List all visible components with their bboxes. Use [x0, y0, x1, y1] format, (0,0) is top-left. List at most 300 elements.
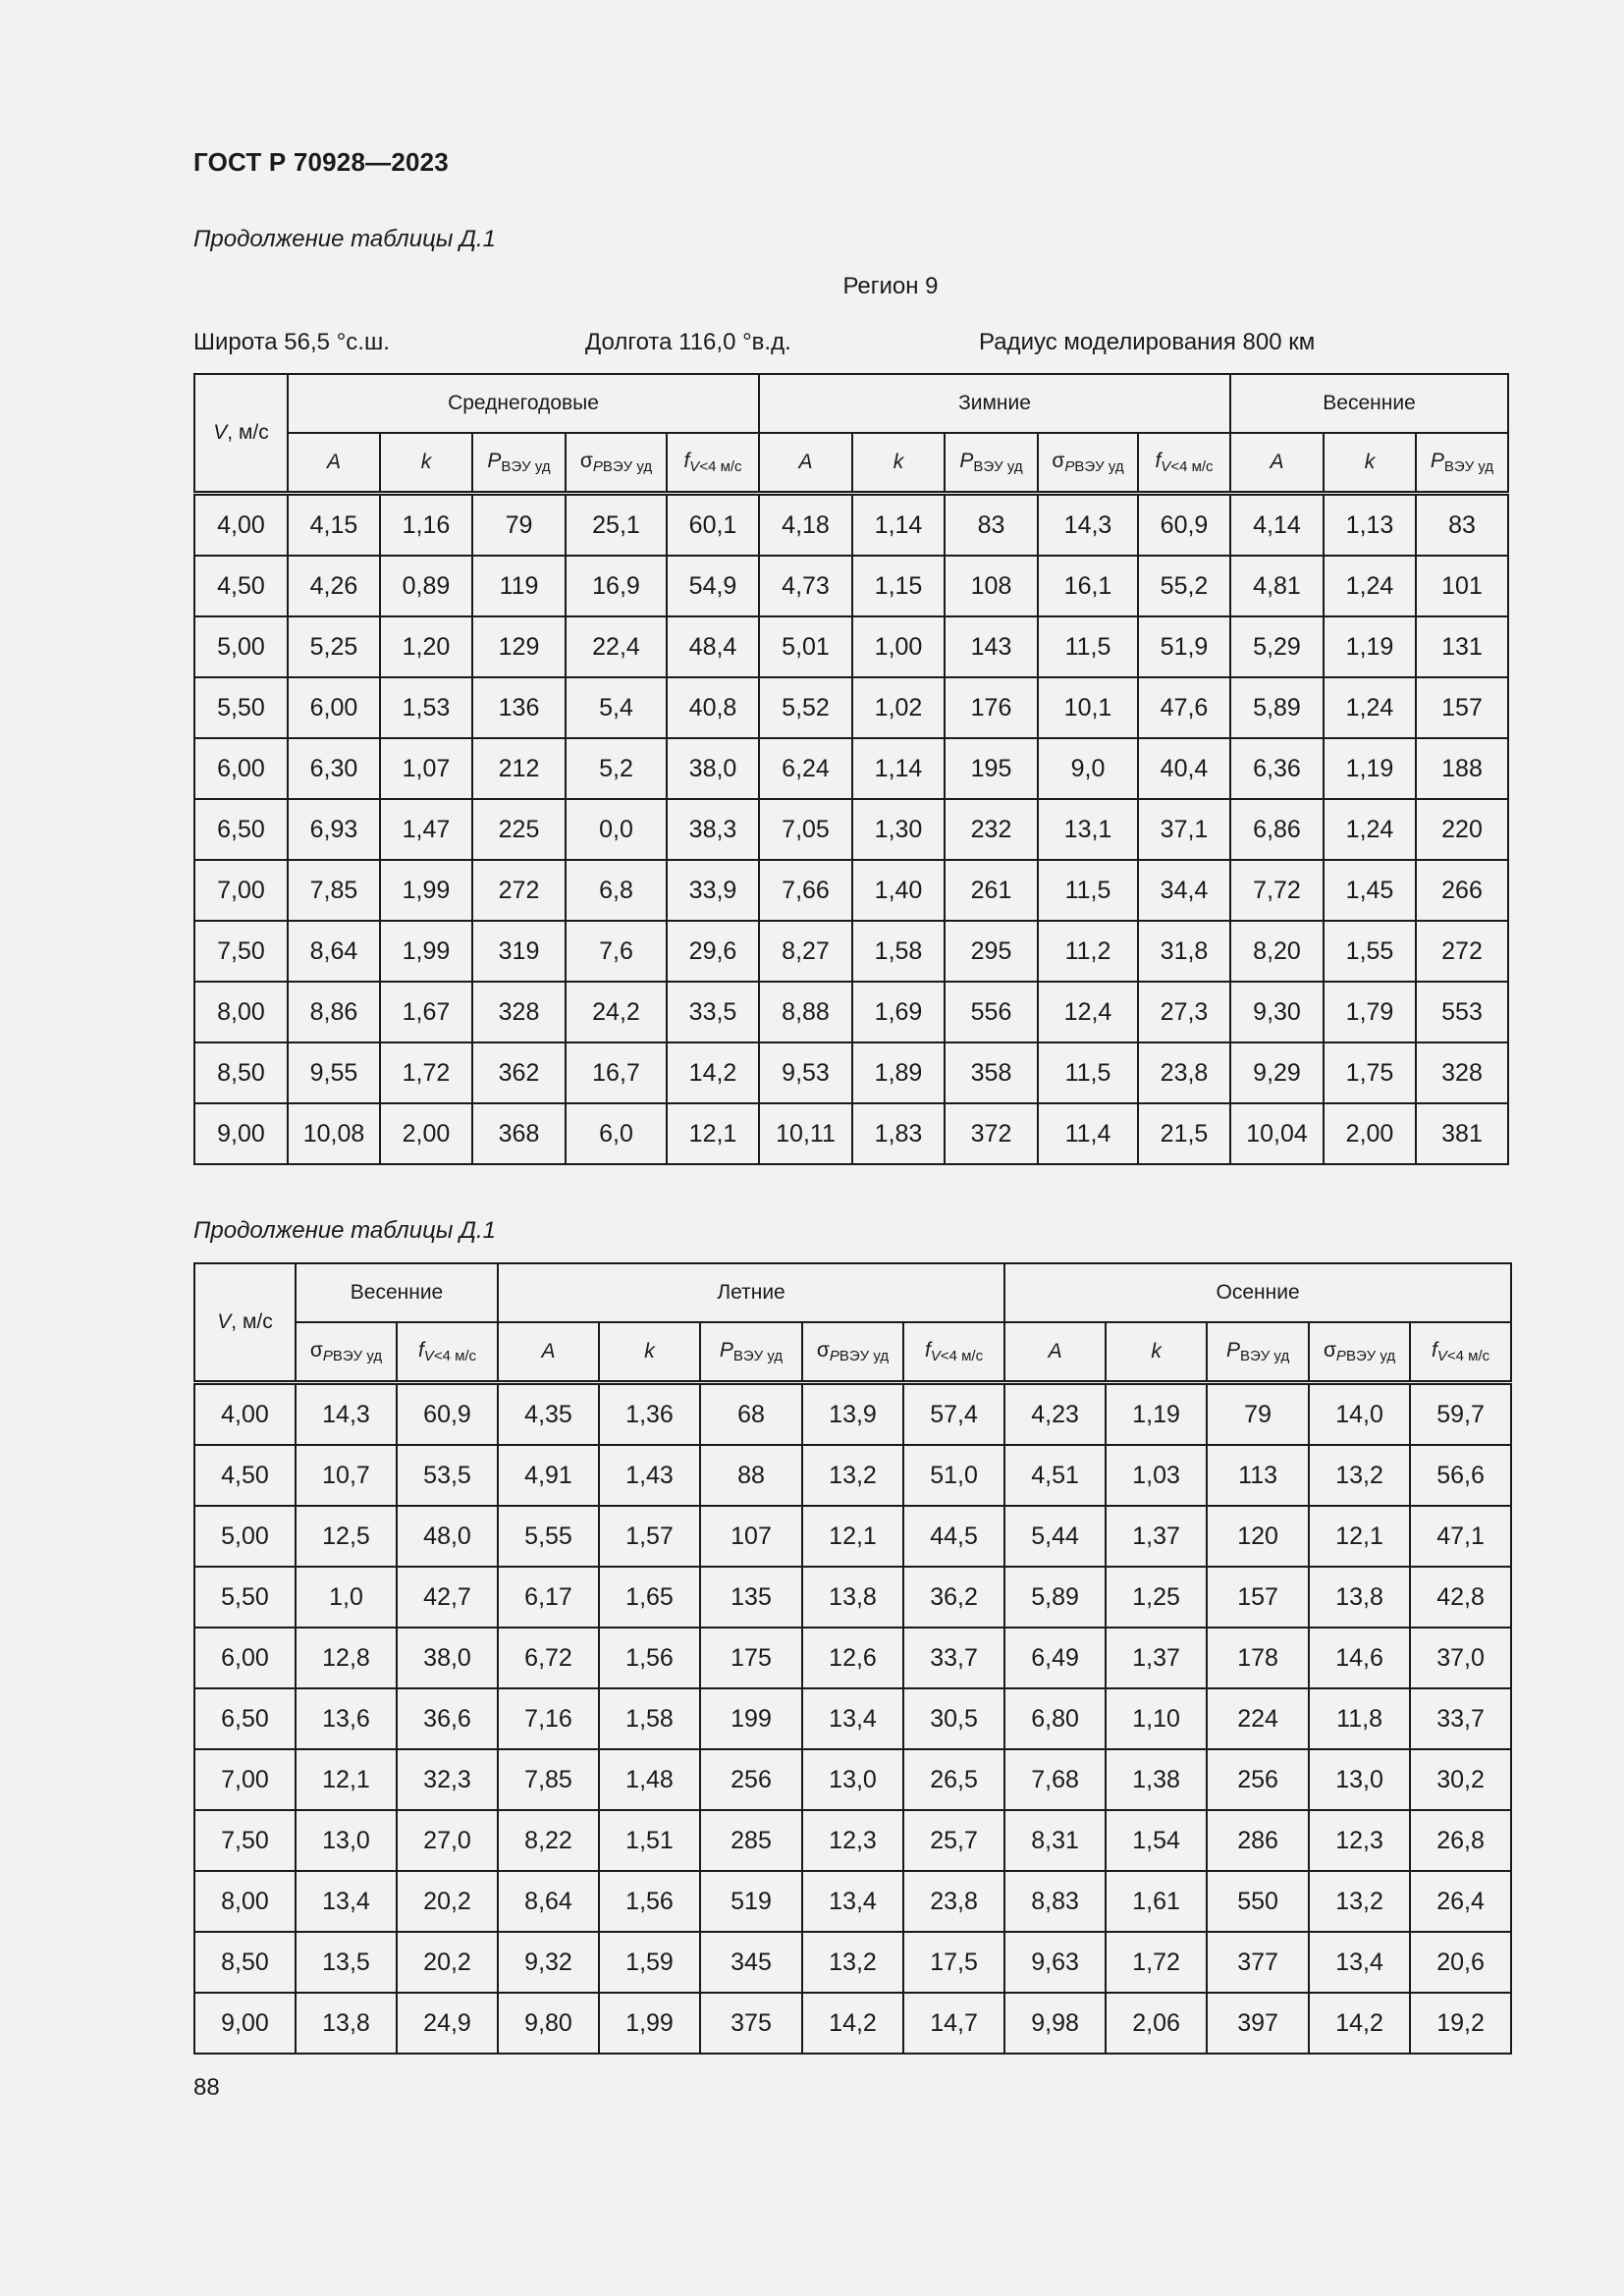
data-cell: 13,6	[296, 1688, 397, 1749]
data-cell: 0,89	[380, 556, 472, 616]
col-header-k: k	[1324, 433, 1416, 494]
data-cell: 1,99	[380, 921, 472, 982]
data-cell: 54,9	[667, 556, 759, 616]
table-row	[194, 1103, 1508, 1164]
data-cell: 157	[1416, 677, 1508, 738]
data-cell: 1,56	[599, 1628, 700, 1688]
region-title: Регион 9	[842, 273, 939, 299]
data-cell: 1,20	[380, 616, 472, 677]
data-cell: 79	[472, 494, 566, 557]
data-cell: 33,5	[667, 982, 759, 1042]
data-cell: 30,5	[903, 1688, 1004, 1749]
data-cell: 23,8	[1138, 1042, 1230, 1103]
data-cell: 1,25	[1106, 1567, 1207, 1628]
data-cell: 13,8	[802, 1567, 903, 1628]
data-cell: 37,1	[1138, 799, 1230, 860]
data-cell: 7,85	[498, 1749, 599, 1810]
row-speed-cell: 6,00	[194, 738, 288, 799]
document-id: ГОСТ Р 70928—2023	[193, 147, 449, 177]
data-cell: 1,37	[1106, 1628, 1207, 1688]
data-cell: 26,5	[903, 1749, 1004, 1810]
group-header: Осенние	[1004, 1263, 1511, 1322]
data-cell: 5,4	[566, 677, 667, 738]
data-cell: 38,3	[667, 799, 759, 860]
col-header-sigma: $\sigma_{PВЭУ уд}$	[566, 433, 667, 494]
data-cell: 328	[472, 982, 566, 1042]
data-cell: 362	[472, 1042, 566, 1103]
col-header-a: A	[1004, 1322, 1106, 1383]
row-speed-cell: 6,50	[194, 799, 288, 860]
row-speed-cell: 7,50	[194, 921, 288, 982]
longitude-label: Долгота 116,0 °в.д.	[585, 329, 791, 355]
data-cell: 20,2	[397, 1932, 498, 1993]
data-cell: 1,37	[1106, 1506, 1207, 1567]
data-cell: 1,07	[380, 738, 472, 799]
group-header: Весенние	[296, 1263, 498, 1322]
data-cell: 6,0	[566, 1103, 667, 1164]
row-speed-cell: 7,50	[194, 1810, 296, 1871]
wind-table-2	[193, 1262, 1512, 2055]
data-cell: 14,0	[1309, 1383, 1410, 1446]
data-cell: 9,32	[498, 1932, 599, 1993]
data-cell: 1,19	[1324, 616, 1416, 677]
data-cell: 5,52	[759, 677, 852, 738]
data-cell: 1,02	[852, 677, 945, 738]
data-cell: 1,57	[599, 1506, 700, 1567]
data-cell: 157	[1207, 1567, 1309, 1628]
data-cell: 176	[945, 677, 1038, 738]
data-cell: 30,2	[1410, 1749, 1511, 1810]
data-cell: 358	[945, 1042, 1038, 1103]
data-cell: 51,0	[903, 1445, 1004, 1506]
data-cell: 232	[945, 799, 1038, 860]
data-cell: 47,1	[1410, 1506, 1511, 1567]
data-cell: 33,7	[1410, 1688, 1511, 1749]
data-cell: 1,69	[852, 982, 945, 1042]
data-cell: 13,2	[1309, 1871, 1410, 1932]
data-cell: 14,2	[667, 1042, 759, 1103]
col-header-f: $f_{V<4 м/с}$	[903, 1322, 1004, 1383]
data-cell: 1,83	[852, 1103, 945, 1164]
data-cell: 40,8	[667, 677, 759, 738]
data-cell: 24,9	[397, 1993, 498, 2054]
data-cell: 8,64	[288, 921, 380, 982]
data-cell: 9,80	[498, 1993, 599, 2054]
data-cell: 397	[1207, 1993, 1309, 2054]
data-cell: 1,75	[1324, 1042, 1416, 1103]
data-cell: 12,6	[802, 1628, 903, 1688]
data-cell: 1,24	[1324, 677, 1416, 738]
row-speed-cell: 4,00	[194, 1383, 296, 1446]
data-cell: 1,45	[1324, 860, 1416, 921]
data-cell: 6,93	[288, 799, 380, 860]
data-cell: 1,00	[852, 616, 945, 677]
data-cell: 1,43	[599, 1445, 700, 1506]
data-cell: 1,24	[1324, 556, 1416, 616]
data-cell: 372	[945, 1103, 1038, 1164]
data-cell: 83	[1416, 494, 1508, 557]
data-cell: 556	[945, 982, 1038, 1042]
data-cell: 68	[700, 1383, 802, 1446]
data-cell: 1,03	[1106, 1445, 1207, 1506]
data-cell: 13,4	[802, 1871, 903, 1932]
row-speed-cell: 5,00	[194, 616, 288, 677]
data-cell: 8,83	[1004, 1871, 1106, 1932]
row-speed-cell: 4,00	[194, 494, 288, 557]
col-header-f: $f_{V<4 м/с}$	[1410, 1322, 1511, 1383]
data-cell: 51,9	[1138, 616, 1230, 677]
data-cell: 188	[1416, 738, 1508, 799]
data-cell: 5,2	[566, 738, 667, 799]
data-cell: 17,5	[903, 1932, 1004, 1993]
data-cell: 4,35	[498, 1383, 599, 1446]
row-speed-cell: 8,00	[194, 982, 288, 1042]
data-cell: 13,2	[1309, 1445, 1410, 1506]
table-row	[194, 1932, 1511, 1993]
row-speed-cell: 5,50	[194, 1567, 296, 1628]
data-cell: 47,6	[1138, 677, 1230, 738]
group-header: Весенние	[1230, 374, 1508, 433]
data-cell: 57,4	[903, 1383, 1004, 1446]
data-cell: 5,89	[1004, 1567, 1106, 1628]
data-cell: 119	[472, 556, 566, 616]
data-cell: 550	[1207, 1871, 1309, 1932]
latitude-label: Широта 56,5 °с.ш.	[193, 329, 390, 355]
row-speed-cell: 8,00	[194, 1871, 296, 1932]
data-cell: 79	[1207, 1383, 1309, 1446]
table-row	[194, 1993, 1511, 2054]
data-cell: 1,13	[1324, 494, 1416, 557]
data-cell: 13,0	[1309, 1749, 1410, 1810]
data-cell: 22,4	[566, 616, 667, 677]
data-cell: 108	[945, 556, 1038, 616]
data-cell: 38,0	[667, 738, 759, 799]
table-row	[194, 1628, 1511, 1688]
data-cell: 1,47	[380, 799, 472, 860]
data-cell: 14,3	[1038, 494, 1138, 557]
table1-caption: Продолжение таблицы Д.1	[193, 226, 497, 252]
data-cell: 6,00	[288, 677, 380, 738]
data-cell: 4,91	[498, 1445, 599, 1506]
data-cell: 220	[1416, 799, 1508, 860]
data-cell: 12,8	[296, 1628, 397, 1688]
data-cell: 33,7	[903, 1628, 1004, 1688]
table-row	[194, 556, 1508, 616]
row-speed-cell: 8,50	[194, 1932, 296, 1993]
data-cell: 261	[945, 860, 1038, 921]
data-cell: 6,17	[498, 1567, 599, 1628]
data-cell: 1,24	[1324, 799, 1416, 860]
data-cell: 11,2	[1038, 921, 1138, 982]
data-cell: 27,0	[397, 1810, 498, 1871]
data-cell: 129	[472, 616, 566, 677]
table-row	[194, 1810, 1511, 1871]
data-cell: 1,55	[1324, 921, 1416, 982]
data-cell: 60,9	[397, 1383, 498, 1446]
data-cell: 1,10	[1106, 1688, 1207, 1749]
data-cell: 272	[472, 860, 566, 921]
data-cell: 13,4	[802, 1688, 903, 1749]
table-row	[194, 616, 1508, 677]
row-speed-cell: 9,00	[194, 1103, 288, 1164]
data-cell: 48,4	[667, 616, 759, 677]
data-cell: 37,0	[1410, 1628, 1511, 1688]
data-cell: 1,54	[1106, 1810, 1207, 1871]
data-cell: 381	[1416, 1103, 1508, 1164]
data-cell: 6,8	[566, 860, 667, 921]
table-row	[194, 1688, 1511, 1749]
data-cell: 13,1	[1038, 799, 1138, 860]
data-cell: 33,9	[667, 860, 759, 921]
data-cell: 25,1	[566, 494, 667, 557]
data-cell: 4,51	[1004, 1445, 1106, 1506]
data-cell: 9,98	[1004, 1993, 1106, 2054]
data-cell: 5,25	[288, 616, 380, 677]
table-row	[194, 921, 1508, 982]
data-cell: 12,3	[1309, 1810, 1410, 1871]
data-cell: 6,36	[1230, 738, 1324, 799]
data-cell: 12,1	[296, 1749, 397, 1810]
col-header-a: A	[759, 433, 852, 494]
data-cell: 9,53	[759, 1042, 852, 1103]
data-cell: 9,55	[288, 1042, 380, 1103]
data-cell: 136	[472, 677, 566, 738]
data-cell: 19,2	[1410, 1993, 1511, 2054]
data-cell: 1,14	[852, 738, 945, 799]
data-cell: 9,63	[1004, 1932, 1106, 1993]
row-speed-cell: 6,00	[194, 1628, 296, 1688]
data-cell: 4,23	[1004, 1383, 1106, 1446]
data-cell: 26,8	[1410, 1810, 1511, 1871]
data-cell: 328	[1416, 1042, 1508, 1103]
data-cell: 113	[1207, 1445, 1309, 1506]
data-cell: 1,48	[599, 1749, 700, 1810]
data-cell: 14,2	[802, 1993, 903, 2054]
data-cell: 13,5	[296, 1932, 397, 1993]
group-header: Летние	[498, 1263, 1004, 1322]
data-cell: 10,7	[296, 1445, 397, 1506]
table-row	[194, 1871, 1511, 1932]
data-cell: 1,61	[1106, 1871, 1207, 1932]
wind-table-1	[193, 373, 1509, 1165]
data-cell: 4,73	[759, 556, 852, 616]
data-cell: 8,86	[288, 982, 380, 1042]
table-row	[194, 1567, 1511, 1628]
data-cell: 21,5	[1138, 1103, 1230, 1164]
row-speed-cell: 7,00	[194, 860, 288, 921]
data-cell: 519	[700, 1871, 802, 1932]
data-cell: 6,86	[1230, 799, 1324, 860]
data-cell: 212	[472, 738, 566, 799]
data-cell: 13,0	[802, 1749, 903, 1810]
data-cell: 25,7	[903, 1810, 1004, 1871]
table2-caption: Продолжение таблицы Д.1	[193, 1217, 497, 1244]
data-cell: 266	[1416, 860, 1508, 921]
data-cell: 120	[1207, 1506, 1309, 1567]
data-cell: 256	[1207, 1749, 1309, 1810]
data-cell: 11,5	[1038, 616, 1138, 677]
data-cell: 107	[700, 1506, 802, 1567]
group-header: Среднегодовые	[288, 374, 759, 433]
data-cell: 1,89	[852, 1042, 945, 1103]
row-speed-cell: 4,50	[194, 1445, 296, 1506]
data-cell: 6,72	[498, 1628, 599, 1688]
data-cell: 4,14	[1230, 494, 1324, 557]
data-cell: 8,31	[1004, 1810, 1106, 1871]
data-cell: 1,99	[380, 860, 472, 921]
data-cell: 55,2	[1138, 556, 1230, 616]
data-cell: 1,53	[380, 677, 472, 738]
data-cell: 12,3	[802, 1810, 903, 1871]
col-header-a: A	[288, 433, 380, 494]
data-cell: 32,3	[397, 1749, 498, 1810]
row-header-cell: V, м/с	[194, 1263, 296, 1383]
data-cell: 2,00	[380, 1103, 472, 1164]
data-cell: 1,58	[852, 921, 945, 982]
col-header-f: $f_{V<4 м/с}$	[397, 1322, 498, 1383]
data-cell: 13,8	[296, 1993, 397, 2054]
data-cell: 29,6	[667, 921, 759, 982]
data-cell: 1,67	[380, 982, 472, 1042]
data-cell: 368	[472, 1103, 566, 1164]
data-cell: 9,30	[1230, 982, 1324, 1042]
data-cell: 42,7	[397, 1567, 498, 1628]
col-header-f: $f_{V<4 м/с}$	[667, 433, 759, 494]
col-header-sigma: $\sigma_{PВЭУ уд}$	[1038, 433, 1138, 494]
table-row	[194, 799, 1508, 860]
col-header-f: $f_{V<4 м/с}$	[1138, 433, 1230, 494]
data-cell: 13,2	[802, 1445, 903, 1506]
data-cell: 36,2	[903, 1567, 1004, 1628]
data-cell: 60,1	[667, 494, 759, 557]
col-header-k: k	[380, 433, 472, 494]
data-cell: 1,15	[852, 556, 945, 616]
data-cell: 10,04	[1230, 1103, 1324, 1164]
data-cell: 40,4	[1138, 738, 1230, 799]
data-cell: 1,40	[852, 860, 945, 921]
data-cell: 59,7	[1410, 1383, 1511, 1446]
data-cell: 143	[945, 616, 1038, 677]
data-cell: 1,0	[296, 1567, 397, 1628]
table-row	[194, 860, 1508, 921]
data-cell: 27,3	[1138, 982, 1230, 1042]
col-header-p: $P_{ВЭУ уд}$	[472, 433, 566, 494]
row-header-cell: V, м/с	[194, 374, 288, 494]
data-cell: 11,5	[1038, 860, 1138, 921]
data-cell: 4,15	[288, 494, 380, 557]
group-header: Зимние	[759, 374, 1230, 433]
data-cell: 12,5	[296, 1506, 397, 1567]
table-row	[194, 982, 1508, 1042]
table-row	[194, 1042, 1508, 1103]
data-cell: 175	[700, 1628, 802, 1688]
data-cell: 13,2	[802, 1932, 903, 1993]
row-speed-cell: 7,00	[194, 1749, 296, 1810]
data-cell: 10,11	[759, 1103, 852, 1164]
data-cell: 8,20	[1230, 921, 1324, 982]
data-cell: 6,49	[1004, 1628, 1106, 1688]
data-cell: 8,27	[759, 921, 852, 982]
data-cell: 11,5	[1038, 1042, 1138, 1103]
data-cell: 1,30	[852, 799, 945, 860]
row-speed-cell: 8,50	[194, 1042, 288, 1103]
data-cell: 7,16	[498, 1688, 599, 1749]
table-row	[194, 1445, 1511, 1506]
data-cell: 56,6	[1410, 1445, 1511, 1506]
col-header-p: $P_{ВЭУ уд}$	[945, 433, 1038, 494]
data-cell: 8,88	[759, 982, 852, 1042]
data-cell: 60,9	[1138, 494, 1230, 557]
data-cell: 1,65	[599, 1567, 700, 1628]
data-cell: 7,68	[1004, 1749, 1106, 1810]
page-number: 88	[193, 2074, 220, 2101]
data-cell: 286	[1207, 1810, 1309, 1871]
data-cell: 12,1	[802, 1506, 903, 1567]
data-cell: 1,58	[599, 1688, 700, 1749]
data-cell: 1,59	[599, 1932, 700, 1993]
data-cell: 7,66	[759, 860, 852, 921]
data-cell: 11,8	[1309, 1688, 1410, 1749]
data-cell: 1,36	[599, 1383, 700, 1446]
data-cell: 6,80	[1004, 1688, 1106, 1749]
data-cell: 135	[700, 1567, 802, 1628]
data-cell: 6,30	[288, 738, 380, 799]
data-cell: 36,6	[397, 1688, 498, 1749]
col-header-p: $P_{ВЭУ уд}$	[700, 1322, 802, 1383]
col-header-k: k	[599, 1322, 700, 1383]
data-cell: 8,22	[498, 1810, 599, 1871]
data-cell: 1,99	[599, 1993, 700, 2054]
data-cell: 295	[945, 921, 1038, 982]
data-cell: 2,06	[1106, 1993, 1207, 2054]
row-speed-cell: 6,50	[194, 1688, 296, 1749]
data-cell: 13,4	[296, 1871, 397, 1932]
data-cell: 34,4	[1138, 860, 1230, 921]
data-cell: 44,5	[903, 1506, 1004, 1567]
data-cell: 195	[945, 738, 1038, 799]
data-cell: 13,9	[802, 1383, 903, 1446]
data-cell: 0,0	[566, 799, 667, 860]
data-cell: 1,51	[599, 1810, 700, 1871]
data-cell: 24,2	[566, 982, 667, 1042]
data-cell: 1,38	[1106, 1749, 1207, 1810]
data-cell: 13,4	[1309, 1932, 1410, 1993]
data-cell: 14,7	[903, 1993, 1004, 2054]
row-speed-cell: 4,50	[194, 556, 288, 616]
data-cell: 1,16	[380, 494, 472, 557]
data-cell: 16,1	[1038, 556, 1138, 616]
data-cell: 12,1	[667, 1103, 759, 1164]
data-cell: 4,18	[759, 494, 852, 557]
col-header-sigma: $\sigma_{PВЭУ уд}$	[296, 1322, 397, 1383]
data-cell: 285	[700, 1810, 802, 1871]
data-cell: 256	[700, 1749, 802, 1810]
data-cell: 12,1	[1309, 1506, 1410, 1567]
col-header-k: k	[1106, 1322, 1207, 1383]
data-cell: 1,72	[380, 1042, 472, 1103]
data-cell: 1,56	[599, 1871, 700, 1932]
data-cell: 13,8	[1309, 1567, 1410, 1628]
data-cell: 9,29	[1230, 1042, 1324, 1103]
data-cell: 224	[1207, 1688, 1309, 1749]
data-cell: 20,2	[397, 1871, 498, 1932]
data-cell: 88	[700, 1445, 802, 1506]
data-cell: 38,0	[397, 1628, 498, 1688]
col-header-sigma: $\sigma_{PВЭУ уд}$	[1309, 1322, 1410, 1383]
data-cell: 101	[1416, 556, 1508, 616]
data-cell: 2,00	[1324, 1103, 1416, 1164]
data-cell: 14,3	[296, 1383, 397, 1446]
